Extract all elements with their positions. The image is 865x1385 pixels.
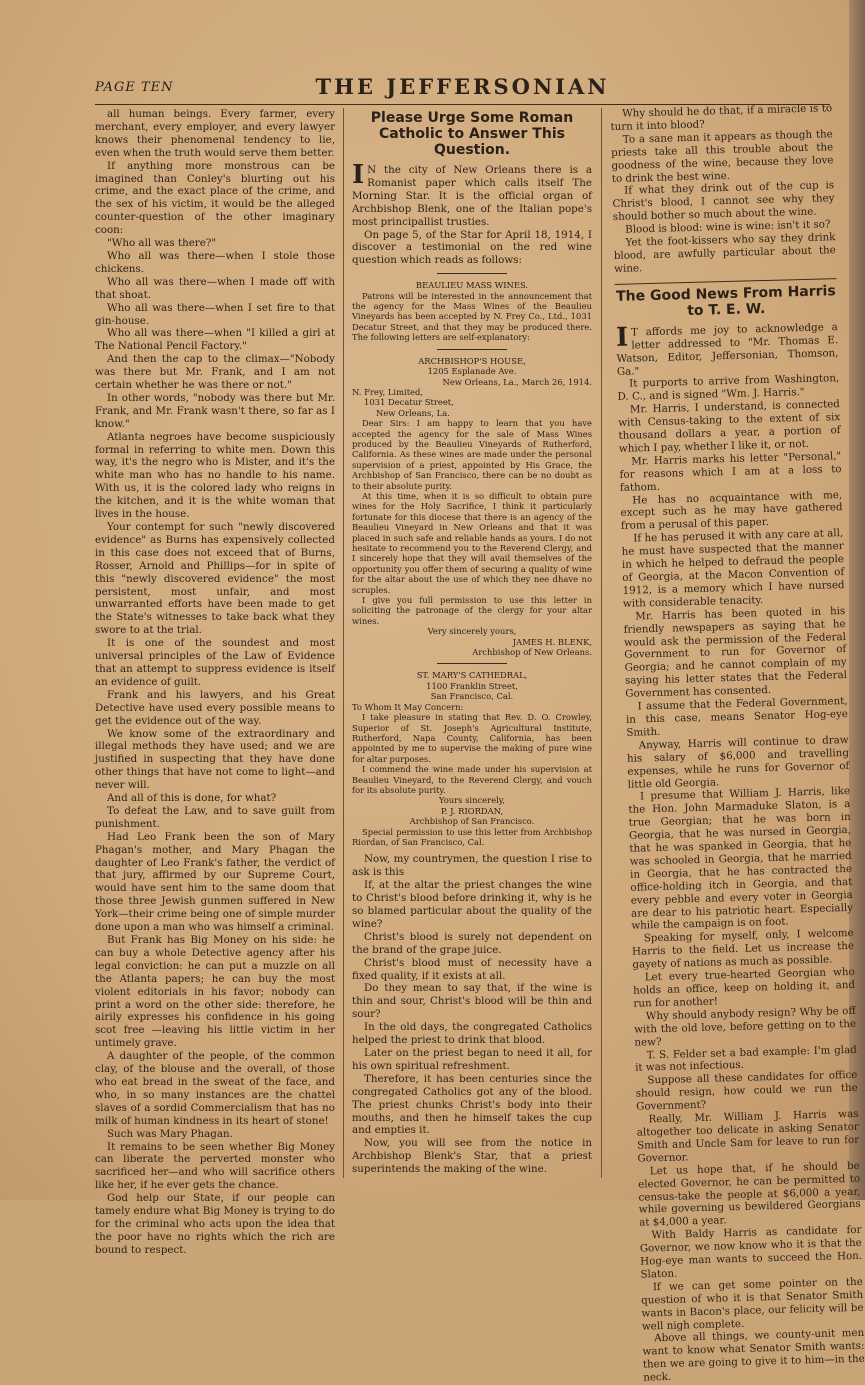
article-paragraph: Blood is blood: wine is wine: isn't it so? <box>625 218 831 236</box>
letter-signature: Yours sincerely, <box>438 795 506 806</box>
article-paragraph: all human beings. Every farmer, every merchant, every employer, and every lawyer knows their phenomenal tendency to lie, even when the truth would serve them better. <box>95 108 335 159</box>
article-paragraph: Mr. Harris has been quoted in his friendly newspapers as saying that he would ask the permission of the Federal Government to run for Governor of Georgia; and he cannot complain of my saying his letter states that the Federal Government has consented. <box>623 604 848 700</box>
letter-signature: Archbishop of San Francisco. <box>409 816 535 827</box>
article-paragraph: Suppose all these candidates for office should resign, how could we run the Government? <box>635 1069 858 1113</box>
letter-signature: JAMES H. BLENK, <box>512 636 592 647</box>
article-paragraph: To defeat the Law, and to save guilt from punishment. <box>95 804 335 830</box>
column-divider <box>601 108 602 1178</box>
article-paragraph: Who all was there—when "I killed a girl at The National Pencil Factory." <box>95 327 335 353</box>
article-paragraph: Your contempt for such "newly discovered evidence" as Burns has expensively collected in this case does not exceed that of Burns, Rosser, Arnold and Phillips—for in spite of this "newly discovered evidence" the most persistent, most unfair, and most unwarranted efforts have been made to get the State's witnesses to take back what they swore to at the trial. <box>95 521 335 637</box>
article-paragraph: With Baldy Harris as candidate for Governor, we now know who it is that the Hog-eye man wants to succeed the Hon. Slaton. <box>639 1224 863 1281</box>
article-paragraph: It is one of the soundest and most universal principles of the Law of Evidence that an attempt to suppress evidence is itself an evidence of guilt. <box>95 637 335 688</box>
article-paragraph: To a sane man it appears as though the priests take all this trouble about the goodness of the wine, because they love to drink the best wine. <box>611 127 834 185</box>
article-paragraph: In the old days, the congregated Catholics helped the priest to drink that blood. <box>352 1021 592 1047</box>
article-paragraph: It remains to be seen whether Big Money can liberate the perverted monster who sacrificed her—and who will sacrifice others like her, if he ever gets the chance. <box>95 1140 335 1192</box>
article-paragraph: Christ's blood is surely not dependent on the brand of the grape juice. <box>352 930 592 956</box>
article-paragraph: Therefore, it has been centuries since the congregated Catholics got any of the blood. The priest chunks Christ's body into their mouths, and then he himself takes the cup and empties it. <box>352 1072 592 1137</box>
letter-heading: ST. MARY'S CATHEDRAL, <box>416 670 528 681</box>
article-paragraph: Mr. Harris, I understand, is connected with Census-taking to the extent of six thousand dollars a year, a portion of which I pay, whether I like it, or not. <box>618 398 841 455</box>
article-paragraph: On page 5, of the Star for April 18, 1914, I discover a testimonial on the red wine question which reads as follows: <box>352 228 592 267</box>
article-paragraph: It purports to arrive from Washington, D. C., and is signed "Wm. J. Harris." <box>617 372 840 404</box>
article-paragraph: Christ's blood must of necessity have a fixed quality, if it exists at all. <box>352 956 592 982</box>
article-paragraph: Such was Mary Phagan. <box>107 1127 233 1140</box>
article-paragraph: If we can get some pointer on the question of who it is that Senator Smith wants in Bacon's place, our felicity will be well nigh complete. <box>641 1275 864 1333</box>
drop-cap: I <box>615 322 629 353</box>
column-1 <box>95 108 335 1256</box>
article-paragraph: And all of this is done, for what? <box>107 792 277 805</box>
article-paragraph: I presume that William J. Harris, like the Hon. John Marmaduke Slaton, is a true Georgian; that he was born in Georgia, that he was nursed in Georgia, that he was spanked in Georgia, that he was schooled in Georgia, that he married in Georgia, that he has contracted the office-holding itch in Georgia, and that every pebble and every voter in Georgia are dear to his patriotic heart. Especially while the campaign is on foot. <box>628 785 854 933</box>
article-paragraph: Mr. Harris marks his letter "Personal," for reasons which I am at a loss to fathom. <box>619 449 842 494</box>
article-paragraph: Now, you will see from the notice in Archbishop Blenk's Star, that a priest superintends the making of the wine. <box>352 1137 592 1176</box>
letter-paragraph: Dear Sirs: I am happy to learn that you have accepted the agency for the sale of Mass Wines produced by the Beaulieu Vineyards of Rutherford, California. As these wines are made under the personal supervision of a priest, appointed by His Grace, the Archbishop of San Francisco, there can be no doubt as to their absolute purity. <box>352 418 592 491</box>
letter-address: N. Frey, Limited, <box>352 386 424 397</box>
article-paragraph: If anything more monstrous can be imagined than Conley's blurting out his crime, and the exact place of the crime, and the sex of his victim, it would be the alleged counter-question of the other imaginary coon: <box>95 159 335 237</box>
notice-heading: BEAULIEU MASS WINES. <box>415 280 529 291</box>
article-paragraph: If what they drink out of the cup is Christ's blood, I cannot see why they should bother so much about the wine. <box>612 179 835 224</box>
divider <box>437 349 507 350</box>
letter-heading: 1100 Franklin Street, <box>426 680 518 691</box>
letter-date: New Orleans, La., March 26, 1914. <box>442 376 592 387</box>
drop-cap: I <box>352 160 365 190</box>
column-3 <box>610 102 865 1384</box>
letter-signature: Archbishop of New Orleans. <box>472 647 592 658</box>
page-number: PAGE TEN <box>95 80 174 95</box>
article-paragraph: Above all things, we county-unit men want to know what Senator Smith wants: then we are going to give it to him—in the neck. <box>642 1327 865 1384</box>
article-paragraph: T. S. Felder set a bad example: I'm glad it was not infectious. <box>634 1043 857 1075</box>
quoted-notice <box>352 273 592 847</box>
article-paragraph: In other words, "nobody was there but Mr. Frank, and Mr. Frank wasn't there, so far as I know." <box>95 391 335 430</box>
article-paragraph: Later on the priest began to need it all, for his own spiritual refreshment. <box>352 1046 592 1072</box>
article-paragraph: Who all was there—when I stole those chickens. <box>95 249 335 275</box>
article-body <box>352 853 592 1176</box>
letter-address: New Orleans, La. <box>376 407 450 418</box>
article-paragraph: God help our State, if our people can tamely endure what Big Money is trying to do for the criminal who acts upon the idea that the poor have no rights which the rich are bound to respect. <box>95 1192 335 1256</box>
divider <box>437 663 507 664</box>
article-paragraph: I N the city of New Orleans there is a Romanist paper which calls itself The Morning Star. It is the official organ of Archbishop Blenk, one of the Italian pope's most principallist trusties. <box>352 160 592 228</box>
article-paragraph: Atlanta negroes have become suspiciously formal in referring to white men. Down this way, it's the negro who is Mister, and it's the white man who has no handle to his name. With us, it is the colored lady who reigns in the kitchen, and it is the white woman that lives in the house. <box>95 430 335 521</box>
article-paragraph: He has no acquaintance with me, except such as he may have gathered from a perusal of this paper. <box>620 488 843 533</box>
letter-heading: 1205 Esplanade Ave. <box>427 366 517 377</box>
article-paragraph: Who all was there—when I made off with that shoat. <box>95 275 335 301</box>
column-2 <box>352 108 592 1178</box>
article-paragraph: And then the cap to the climax—"Nobody was there but Mr. Frank, and I am not certain whether he was there or not." <box>95 353 335 392</box>
letter-heading: ARCHBISHOP'S HOUSE, <box>418 355 526 366</box>
letter-paragraph: I commend the wine made under his supervision at Beaulieu Vineyard, to the Reverend Clergy, and vouch for its absolute purity. <box>352 764 592 795</box>
notice-body: Patrons will be interested in the announcement that the agency for the Mass Wines of the Beaulieu Vineyards has been accepted by N. Frey Co., Ltd., 1031 Decatur Street, and that they may be produced there. The following letters are self-explanatory: <box>352 290 592 343</box>
article-paragraph: I assume that the Federal Government, in this case, means Senator Hog-eye Smith. <box>625 695 849 739</box>
letter-salutation: To Whom It May Concern: <box>352 701 464 712</box>
article-paragraph: Who all was there—when I set fire to that gin-house. <box>95 301 335 327</box>
article-title: Please Urge Some Roman Catholic to Answer This Question. <box>370 110 574 158</box>
article-paragraph: Anyway, Harris will continue to draw his salary of $6,000 and travelling expenses, while he runs for Governor of little old Georgia. <box>626 733 850 791</box>
article-paragraph: Let us hope that, if he should be elected Governor, he can be permitted to census-take the people at $6,000 a year, while governing us bewildered Georgians at $4,000 a year. <box>638 1159 861 1229</box>
article-paragraph: Why should he do that, if a miracle is to turn it into blood? <box>610 102 833 133</box>
article-paragraph: We know some of the extraordinary and illegal methods they have used; and we are justified in suspecting that they have done other things that have not come to light—and never will. <box>95 727 335 792</box>
letter-note: Special permission to use this letter from Archbishop Riordan, of San Francisco, Cal. <box>352 826 592 847</box>
article-paragraph: A daughter of the people, of the common clay, of the blouse and the overall, of those who eat bread in the sweat of the face, and who, in so many instances are the chattel slaves of a sordid Commercialism that has no milk of human kindness in its heart of stone! <box>95 1050 335 1127</box>
letter-signature: Very sincerely yours, <box>427 626 517 637</box>
article-body <box>617 373 865 1385</box>
page-header <box>95 74 830 102</box>
article-paragraph: Frank and his lawyers, and his Great Detective have used every possible means to get the evidence out of the way. <box>95 688 335 727</box>
article-paragraph: But Frank has Big Money on his side: he can buy a whole Detective agency after his legal conviction: he can put a muzzle on all the Atlanta papers; he can buy the most violent editorials in his favor; nobody can print a word on the other side: therefore, he airily expresses his confidence in his going scot free —leaving his little victim in her untimely grave. <box>95 934 335 1050</box>
article-paragraph: If, at the altar the priest changes the wine to Christ's blood before drinking it, why is he so blamed particular about the quality of the wine? <box>352 879 592 930</box>
letter-signature: P. J. RIORDAN, <box>440 805 504 816</box>
column-divider <box>343 108 344 1178</box>
article-paragraph: Let every true-hearted Georgian who holds an office, keep on holding it, and run for another! <box>632 965 856 1010</box>
article-paragraph: I T affords me joy to acknowledge a letter addressed to "Mr. Thomas E. Watson, Editor, Jeffersonian, Thomson, Ga." <box>615 320 839 378</box>
article-continuation <box>610 102 836 276</box>
article-title: The Good News From Harris to T. E. W. <box>615 282 836 319</box>
article-paragraph: Do they mean to say that, if the wine is thin and sour, Christ's blood will be thin and sour? <box>352 982 592 1021</box>
article-paragraph: Had Leo Frank been the son of Mary Phagan's mother, and Mary Phagan the daughter of Leo Frank's father, the verdict of that jury, affirmed by our Supreme Court, would have sent him to the same doom that those three Jewish gunmen suffered in New York—their crime being one of simple murder done upon a man who was himself a criminal. <box>95 830 335 934</box>
letter-paragraph: At this time, when it is so difficult to obtain pure wines for the Holy Sacrifice, I think it particularly fortunate for this diocese that there is an agency of the Beaulieu Vineyard in New Orleans and that it was placed in such safe and reliable hands as yours. I do not hesitate to recommend you to the Reverend Clergy, and I sincerely hope that they will avail themselves of the opportunity you offer them of securing a quality of wine for the altar about the use of which they nee dhave no scruples. <box>352 490 592 595</box>
article-paragraph: Really, Mr. William J. Harris was altogether too delicate in asking Senator Smith and Uncle Sam for leave to run for Governor. <box>636 1107 860 1165</box>
article-paragraph: Speaking for myself, only, I welcome Harris to the field. Let us increase the gayety of nations as much as possible. <box>631 927 855 971</box>
divider <box>437 273 507 274</box>
masthead-title: THE JEFFERSONIAN <box>315 74 610 99</box>
article-paragraph: Now, my countrymen, the question I rise to ask is this <box>352 853 592 879</box>
letter-paragraph: I give you full permission to use this letter in soliciting the patronage of the clergy for your altar wines. <box>352 595 592 626</box>
article-paragraph: Why should anybody resign? Why be off with the old love, before getting on to the new? <box>633 1004 857 1049</box>
letter-paragraph: I take pleasure in stating that Rev. D. O. Crowley, Superior of St. Joseph's Agricultural Institute, Rutherford, Napa County, California, has been appointed by me to supervise the making of pure wine for altar purposes. <box>352 712 592 764</box>
letter-heading: San Francisco, Cal. <box>430 691 514 702</box>
article-paragraph: "Who all was there?" <box>107 237 217 250</box>
letter-address: 1031 Decatur Street, <box>364 397 454 408</box>
article-paragraph: If he has perused it with any care at all, he must have suspected that the manner in which he helped to defraud the people of Georgia, at the Macon Convention of 1912, is a memory which I have nursed with considerable tenacity. <box>621 527 845 610</box>
article-paragraph: Yet the foot-kissers who say they drink blood, are awfully particular about the wine. <box>613 231 836 275</box>
